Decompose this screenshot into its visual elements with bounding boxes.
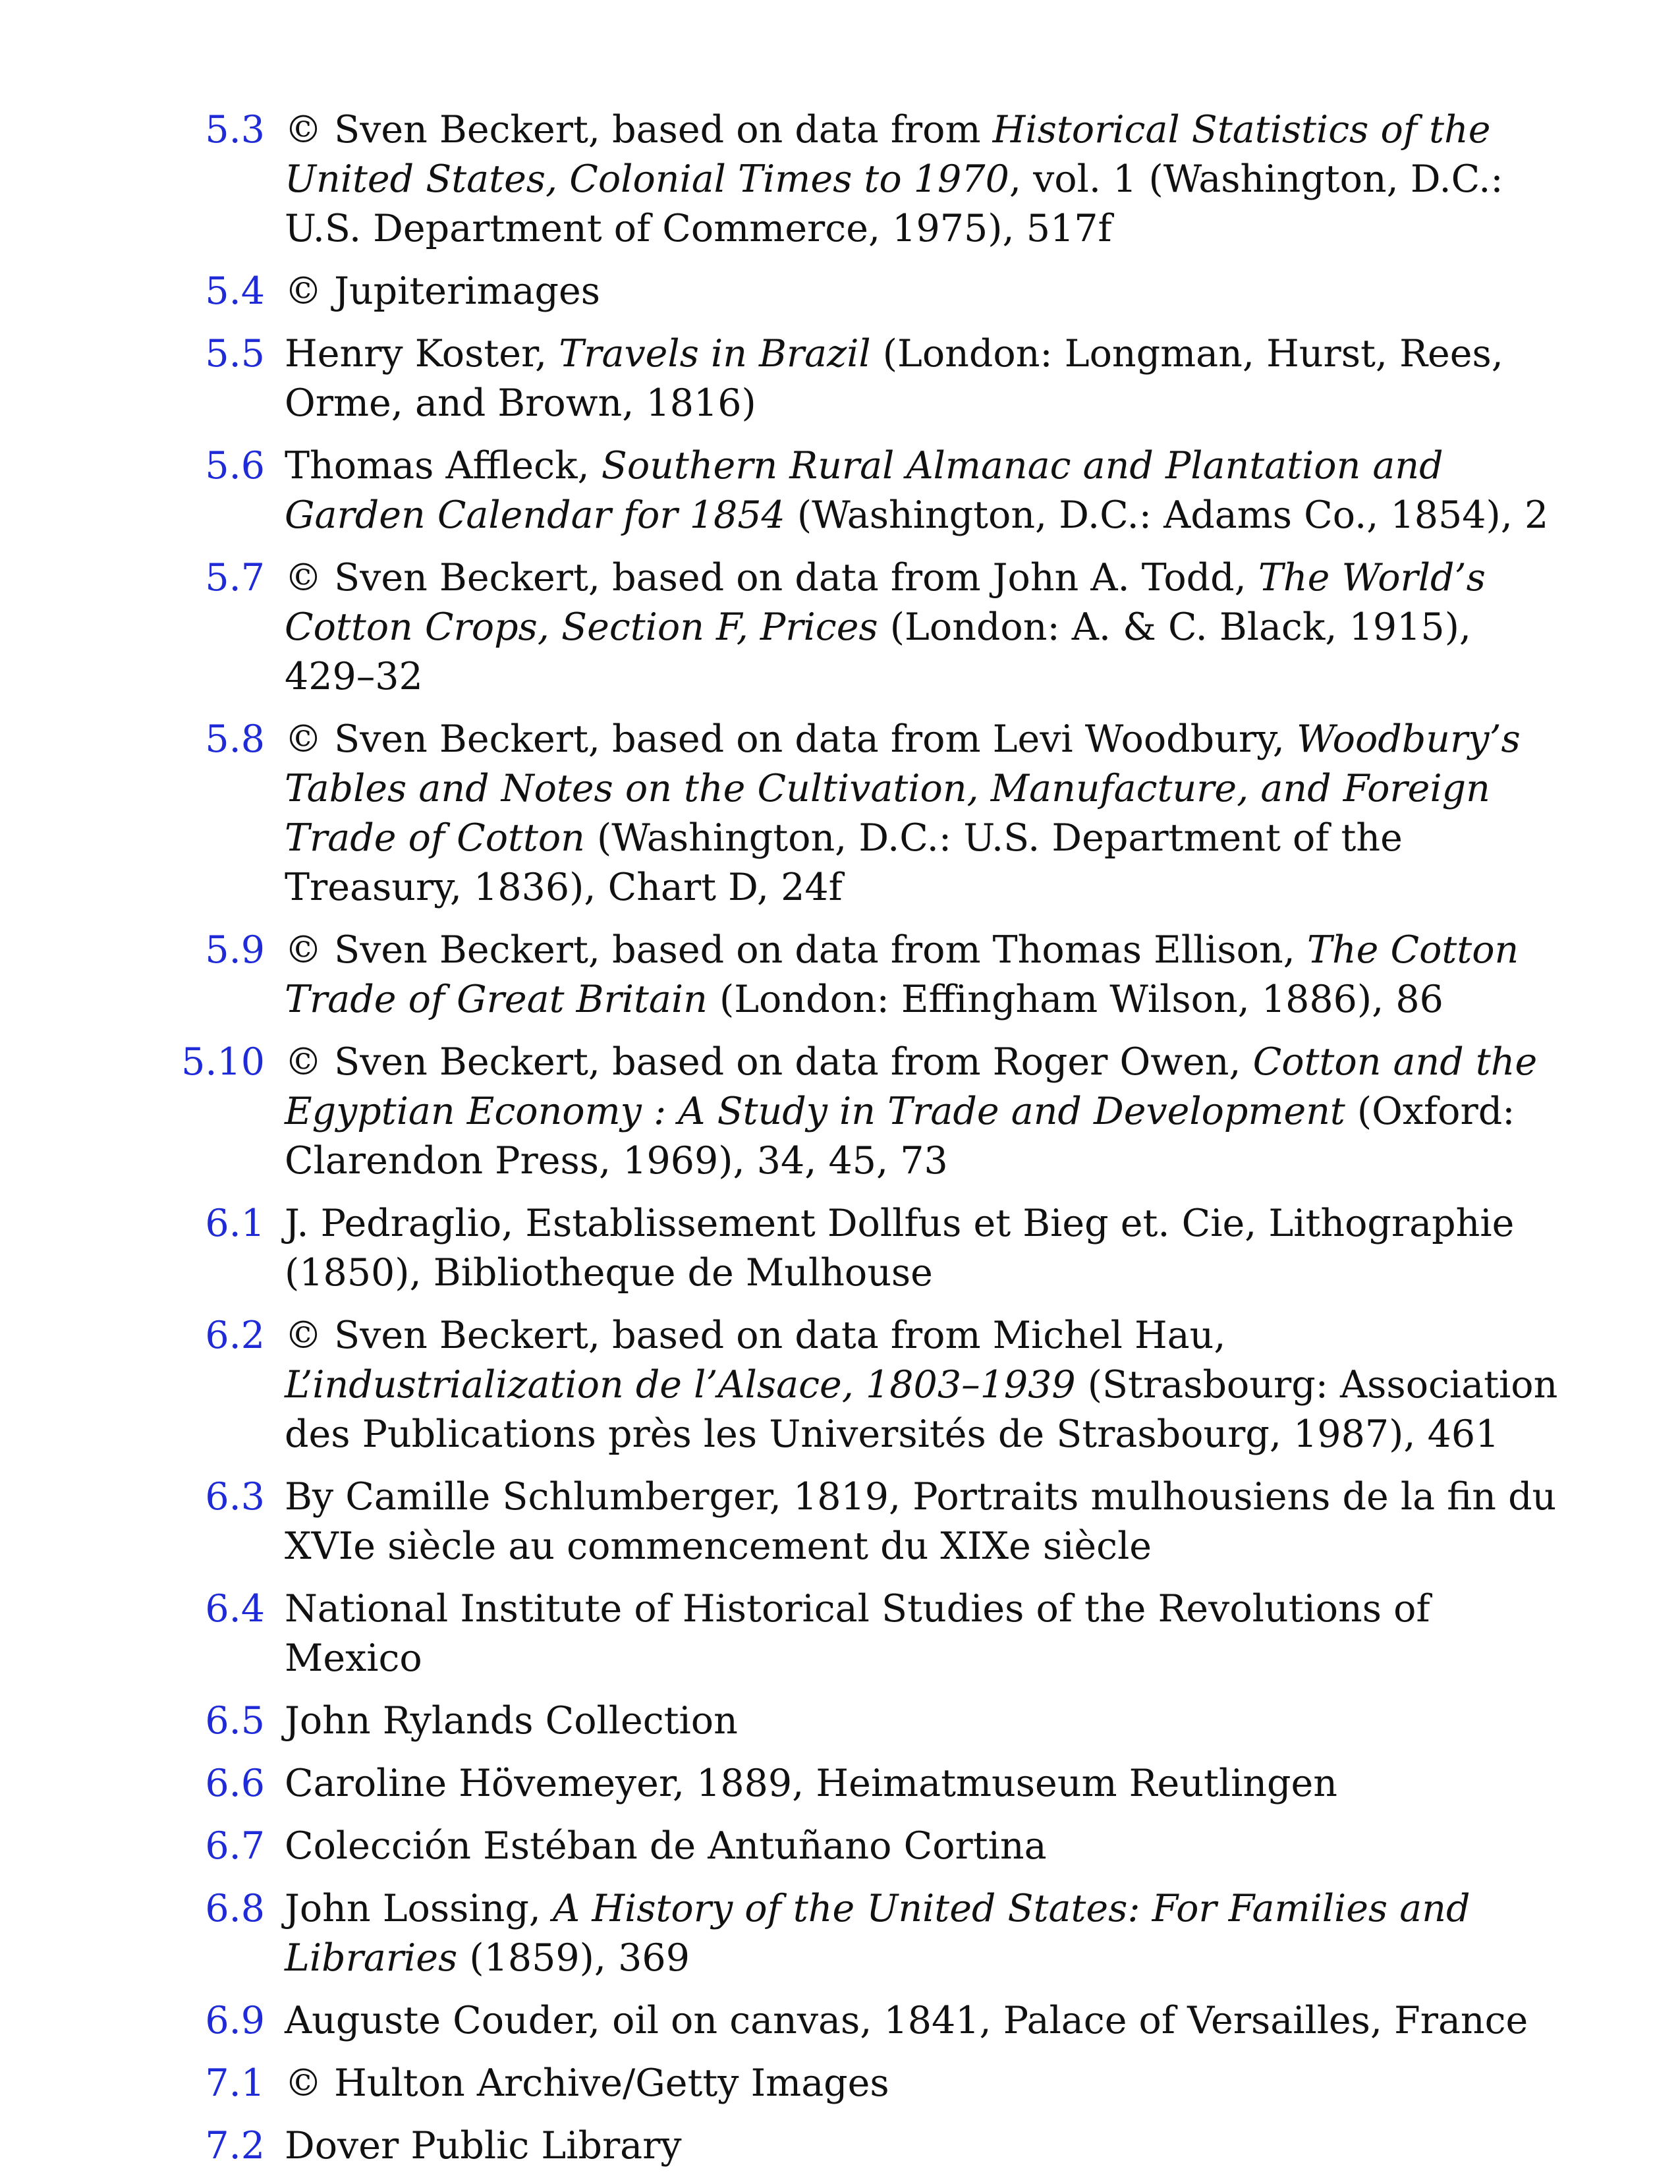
credit-text-segment: By Camille Schlumberger, 1819, Portraits mulhousiens de la fin du XVIe siècle au commencement du XIXe siècle — [285, 1475, 1557, 1568]
credit-entry — [0, 1199, 1559, 1298]
credit-text-segment: Auguste Couder, oil on canvas, 1841, Palace of Versailles, France — [285, 1999, 1528, 2042]
credit-text-segment: Caroline Hövemeyer, 1889, Heimatmuseum Reutlingen — [285, 1762, 1337, 1805]
credit-text-segment: (Washington, D.C.: Adams Co., 1854), 2 — [785, 493, 1549, 537]
figure-number-link[interactable]: 5.6 — [205, 444, 265, 488]
credit-text — [285, 1999, 1528, 2042]
italic-title-text: Cotton and the Egyptian Economy : A Study in Trade and Development — [285, 1040, 1538, 1133]
credit-entry — [0, 1584, 1559, 1683]
credit-entry — [0, 926, 1559, 1024]
italic-title-text: Travels in Brazil — [559, 332, 871, 376]
italic-title-text: The Cotton Trade of Great Britain — [285, 928, 1519, 1021]
figure-number-link[interactable]: 5.5 — [205, 332, 265, 376]
credit-text — [285, 928, 1519, 1021]
credit-entry — [0, 2059, 1559, 2108]
italic-title-text: A History of the United States: For Families and Libraries — [285, 1887, 1470, 1980]
credit-entry — [0, 1472, 1559, 1571]
credit-text-segment: , vol. 1 (Washington, D.C.: U.S. Department of Commerce, 1975), 517f — [285, 157, 1503, 250]
credit-text-segment: © Sven Beckert, based on data from Levi Woodbury, — [285, 717, 1297, 761]
figure-number-link[interactable]: 5.4 — [205, 269, 265, 313]
credit-text — [285, 444, 1548, 537]
figure-number-link[interactable]: 5.8 — [205, 717, 265, 761]
credit-entry — [0, 105, 1559, 254]
illustration-credits-list — [0, 105, 1680, 2184]
credit-text — [285, 2061, 889, 2105]
credit-text-segment: Henry Koster, — [285, 332, 559, 376]
figure-number-link[interactable]: 6.4 — [205, 1587, 265, 1631]
credit-text-segment: © Hulton Archive/Getty Images — [285, 2061, 889, 2105]
credit-text-segment: (Washington, D.C.: U.S. Department of the Treasury, 1836), Chart D, 24f — [285, 816, 1403, 909]
figure-number-link[interactable]: 6.6 — [205, 1762, 265, 1805]
credit-text — [285, 1314, 1557, 1456]
italic-title-text: Historical Statistics of the United States, Colonial Times to 1970 — [285, 108, 1491, 201]
credit-text — [285, 1202, 1514, 1295]
credit-text-segment: © Sven Beckert, based on data from — [285, 108, 993, 152]
figure-number-link[interactable]: 6.3 — [205, 1475, 265, 1519]
credit-text-segment: © Sven Beckert, based on data from Thomas Ellison, — [285, 928, 1307, 972]
figure-number-link[interactable]: 5.9 — [205, 928, 265, 972]
credit-text — [285, 332, 1503, 425]
figure-number-link[interactable]: 7.2 — [205, 2124, 265, 2168]
credit-text-segment: John Rylands Collection — [285, 1699, 738, 1743]
figure-number-link[interactable]: 7.1 — [205, 2061, 265, 2105]
figure-number-link[interactable]: 6.8 — [205, 1887, 265, 1930]
credit-text-segment: (Strasbourg: Association des Publications près les Universités de Strasbourg, 1987), 461 — [285, 1363, 1558, 1456]
credit-text-segment: © Jupiterimages — [285, 269, 601, 313]
credit-text-segment: J. Pedraglio, Establissement Dollfus et Bieg et. Cie, Lithographie (1850), Bibliotheque de Mulhouse — [285, 1202, 1515, 1295]
credit-text — [285, 556, 1486, 698]
credit-entry — [0, 267, 1559, 316]
credit-entry — [0, 1822, 1559, 1871]
credit-text-segment: Colección Estéban de Antuñano Cortina — [285, 1824, 1047, 1868]
credit-text-segment: Thomas Affleck, — [285, 444, 602, 488]
credit-entry — [0, 1696, 1559, 1746]
credit-text-segment: (1859), 369 — [457, 1936, 690, 1980]
credit-entry — [0, 2121, 1559, 2171]
credit-entry — [0, 329, 1559, 428]
italic-title-text: Southern Rural Almanac and Plantation and Garden Calendar for 1854 — [285, 444, 1443, 537]
figure-number-link[interactable]: 6.1 — [205, 1202, 265, 1245]
credit-entry — [0, 553, 1559, 702]
italic-title-text: L’industrialization de l’Alsace, 1803–1939 — [285, 1363, 1076, 1407]
credit-text-segment: (Oxford: Clarendon Press, 1969), 34, 45, 73 — [285, 1090, 1515, 1183]
credit-text — [285, 108, 1503, 250]
italic-title-text: Woodbury’s Tables and Notes on the Cultivation, Manufacture, and Foreign Trade of Cotton — [285, 717, 1521, 860]
credit-text — [285, 2124, 682, 2168]
credit-text-segment: Dover Public Library — [285, 2124, 682, 2168]
italic-title-text: The World’s Cotton Crops, Section F, Prices — [285, 556, 1486, 649]
figure-number-link[interactable]: 6.2 — [205, 1314, 265, 1357]
credit-text — [285, 1040, 1537, 1183]
credit-text — [285, 269, 600, 313]
credit-text — [285, 1699, 738, 1743]
credit-text — [285, 1475, 1556, 1568]
credit-entry — [0, 1996, 1559, 2046]
figure-number-link[interactable]: 6.7 — [205, 1824, 265, 1868]
credit-entry — [0, 715, 1559, 912]
credit-text-segment: © Sven Beckert, based on data from Michel Hau, — [285, 1314, 1226, 1357]
credit-text-segment: © Sven Beckert, based on data from John A. Todd, — [285, 556, 1258, 600]
credit-text-segment: (London: A. & C. Black, 1915), 429–32 — [285, 605, 1472, 698]
credit-text — [285, 1762, 1337, 1805]
credit-entry — [0, 1311, 1559, 1459]
figure-number-link[interactable]: 5.10 — [181, 1040, 265, 1084]
credit-entry — [0, 1038, 1559, 1186]
credit-text — [285, 1824, 1047, 1868]
credit-text — [285, 717, 1521, 909]
credit-text-segment: (London: Effingham Wilson, 1886), 86 — [707, 978, 1443, 1021]
figure-number-link[interactable]: 6.5 — [205, 1699, 265, 1743]
figure-number-link[interactable]: 5.3 — [205, 108, 265, 152]
credit-text-segment: National Institute of Historical Studies of the Revolutions of Mexico — [285, 1587, 1430, 1680]
credit-entry — [0, 1884, 1559, 1983]
figure-number-link[interactable]: 6.9 — [205, 1999, 265, 2042]
credit-text-segment: © Sven Beckert, based on data from Roger Owen, — [285, 1040, 1253, 1084]
credit-entry — [0, 1759, 1559, 1808]
figure-number-link[interactable]: 5.7 — [205, 556, 265, 600]
credit-text — [285, 1587, 1430, 1680]
credit-entry — [0, 441, 1559, 540]
credit-text — [285, 1887, 1470, 1980]
credit-text-segment: (London: Longman, Hurst, Rees, Orme, and Brown, 1816) — [285, 332, 1503, 425]
credit-text-segment: John Lossing, — [285, 1887, 553, 1930]
